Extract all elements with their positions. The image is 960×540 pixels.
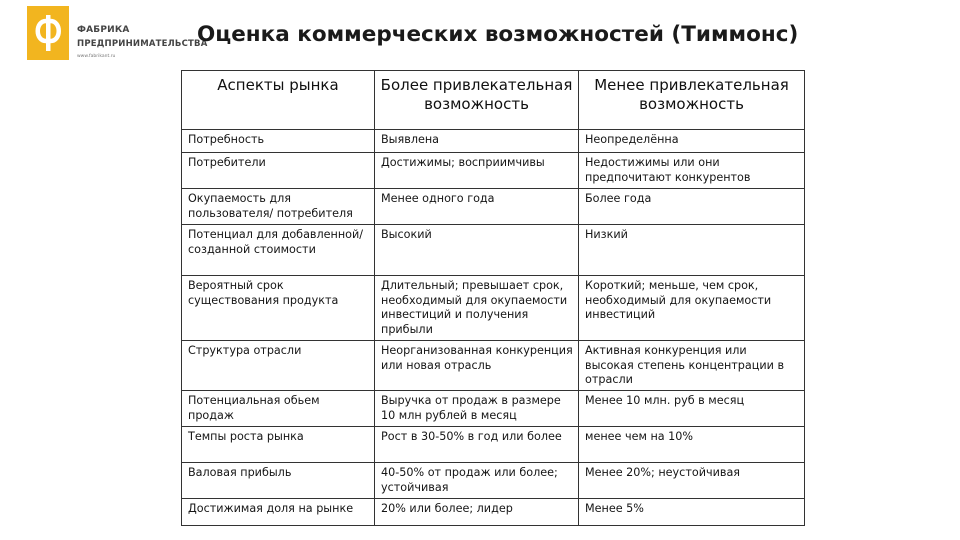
- cell-more-attractive: Выручка от продаж в размере 10 млн рублей в месяц: [375, 391, 579, 427]
- logo-text-line3: www.fabrikant.ru: [77, 54, 116, 59]
- column-header-more-attractive: Более привлекательная возможность: [375, 71, 579, 130]
- cell-more-attractive: Высокий: [375, 225, 579, 276]
- column-header-aspect: Аспекты рынка: [182, 71, 375, 130]
- logo-text-line2: ПРЕДПРИНИМАТЕЛЬСТВА: [77, 39, 208, 49]
- cell-aspect: Вероятный срок существования продукта: [182, 276, 375, 341]
- cell-more-attractive: Рост в 30-50% в год или более: [375, 427, 579, 463]
- cell-aspect: Темпы роста рынка: [182, 427, 375, 463]
- cell-more-attractive: Выявлена: [375, 130, 579, 153]
- cell-aspect: Потенциальная обьем продаж: [182, 391, 375, 427]
- cell-aspect: Потребители: [182, 153, 375, 189]
- page-title: Оценка коммерческих возможностей (Тиммонс): [197, 22, 799, 47]
- cell-less-attractive: Короткий; меньше, чем срок, необходимый для окупаемости инвестиций: [579, 276, 805, 341]
- cell-aspect: Валовая прибыль: [182, 463, 375, 499]
- comparison-table: [181, 70, 805, 526]
- cell-more-attractive: Неорганизованная конкуренция или новая отрасль: [375, 341, 579, 391]
- table-row: [182, 463, 805, 499]
- table-row: [182, 130, 805, 153]
- cell-more-attractive: Менее одного года: [375, 189, 579, 225]
- cell-aspect: Достижимая доля на рынке: [182, 499, 375, 526]
- cell-less-attractive: Более года: [579, 189, 805, 225]
- cell-more-attractive: 20% или более; лидер: [375, 499, 579, 526]
- table-row: [182, 189, 805, 225]
- cell-less-attractive: Недостижимы или они предпочитают конкурентов: [579, 153, 805, 189]
- table-row: [182, 391, 805, 427]
- table-row: [182, 225, 805, 276]
- cell-less-attractive: Менее 10 млн. руб в месяц: [579, 391, 805, 427]
- cell-aspect: Потенциал для добавленной/ созданной стоимости: [182, 225, 375, 276]
- cell-aspect: Структура отрасли: [182, 341, 375, 391]
- cell-more-attractive: Длительный; превышает срок, необходимый для окупаемости инвестиций и получения прибыли: [375, 276, 579, 341]
- cell-less-attractive: Низкий: [579, 225, 805, 276]
- cell-aspect: Окупаемость для пользователя/ потребителя: [182, 189, 375, 225]
- cell-aspect: Потребность: [182, 130, 375, 153]
- table-header-row: [182, 71, 805, 130]
- table-row: [182, 427, 805, 463]
- cell-more-attractive: Достижимы; восприимчивы: [375, 153, 579, 189]
- cell-less-attractive: Менее 5%: [579, 499, 805, 526]
- table-row: [182, 341, 805, 391]
- table-row: [182, 499, 805, 526]
- cell-more-attractive: 40-50% от продаж или более; устойчивая: [375, 463, 579, 499]
- cell-less-attractive: Менее 20%; неустойчивая: [579, 463, 805, 499]
- logo-mark-icon: [27, 6, 69, 60]
- table-row: [182, 153, 805, 189]
- logo-text-line1: ФАБРИКА: [77, 25, 130, 35]
- cell-less-attractive: менее чем на 10%: [579, 427, 805, 463]
- cell-less-attractive: Неопределённа: [579, 130, 805, 153]
- table-row: [182, 276, 805, 341]
- logo: [27, 6, 208, 60]
- cell-less-attractive: Активная конкуренция или высокая степень концентрации в отрасли: [579, 341, 805, 391]
- column-header-less-attractive: Менее привлекательная возможность: [579, 71, 805, 130]
- logo-glyph-icon: [27, 6, 69, 60]
